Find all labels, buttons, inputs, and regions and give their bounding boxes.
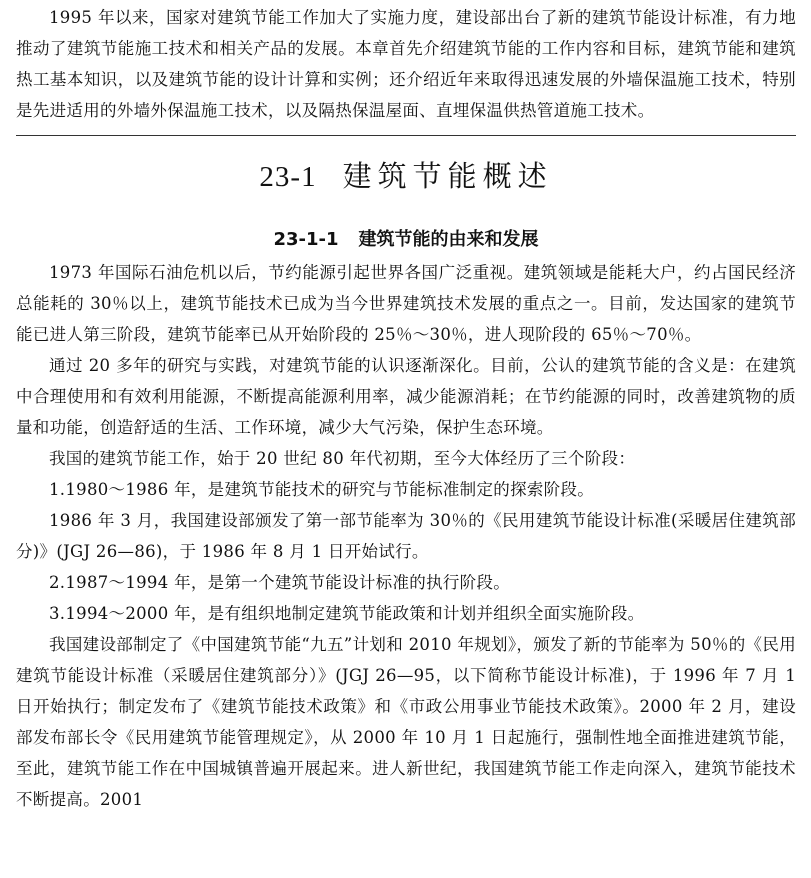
subsection-number: 23-1-1 xyxy=(273,229,339,250)
document-page xyxy=(16,0,796,878)
section-number: 23-1 xyxy=(259,161,317,193)
subsection-title: 建筑节能的由来和发展 xyxy=(358,229,539,250)
body-paragraph-3: 我国的建筑节能工作，始于 20 世纪 80 年代初期，至今大体经历了三个阶段： xyxy=(49,449,636,468)
body-paragraph-4: 1986 年 3 月，我国建设部颁发了第一部节能率为 30％的《民用建筑节能设计标准(采暖居住建筑部分)》(JGJ 26—86)，于 1986 年 8 月 1 日开始试行。 xyxy=(16,511,796,561)
intro-divider-rule xyxy=(16,135,796,136)
body-paragraph-1: 1973 年国际石油危机以后，节约能源引起世界各国广泛重视。建筑领域是能耗大户，约占国民经济总能耗的 30％以上，建筑节能技术已成为当今世界建筑技术发展的重点之一。目前，发达国家的建筑节能已进人第三阶段，建筑节能率已从开始阶段的 25％～30％，进人现阶段的 65％～70％。 xyxy=(16,263,796,344)
intro-paragraph: 1995 年以来，国家对建筑节能工作加大了实施力度，建设部出台了新的建筑节能设计标准，有力地推动了建筑节能施工技术和相关产品的发展。本章首先介绍建筑节能的工作内容和目标，建筑节能和建筑热工基本知识，以及建筑节能的设计计算和实例；还介绍近年来取得迅速发展的外墙保温施工技术，特别是先进适用的外墙外保温施工技术，以及隔热保温屋面、直埋保温供热管道施工技术。 xyxy=(16,8,796,120)
section-title: 建筑节能概述 xyxy=(342,159,553,193)
stage-item-1: 1.1980～1986 年，是建筑节能技术的研究与节能标准制定的探索阶段。 xyxy=(49,480,595,499)
stage-item-3: 3.1994～2000 年，是有组织地制定建筑节能政策和计划并组织全面实施阶段。 xyxy=(49,604,645,623)
stage-item-2: 2.1987～1994 年，是第一个建筑节能设计标准的执行阶段。 xyxy=(49,573,511,592)
subsection-heading xyxy=(16,225,796,255)
body-paragraph-5: 我国建设部制定了《中国建筑节能“九五”计划和 2010 年规划》，颁发了新的节能率为 50％的《民用建筑节能设计标准（采暖居住建筑部分）》(JGJ 26—95，以下简称节能设计标准)，于 1996 年 7 月 1 日开始执行；制定发布了《建筑节能技术政策》和《市政公用事业节能技术政策》。2000 年 2 月，建设部发布部长令《民用建筑节能管理规定》，从 2000 年 10 月 1 日起施行，强制性地全面推进建筑节能，至此，建筑节能工作在中国城镇普遍开展起来。进人新世纪，我国建筑节能工作走向深入，建筑节能技术不断提高。2001 xyxy=(16,635,796,809)
body-paragraph-2: 通过 20 多年的研究与实践，对建筑节能的认识逐渐深化。目前，公认的建筑节能的含义是：在建筑中合理使用和有效利用能源，不断提高能源利用率，减少能源消耗；在节约能源的同时，改善建筑物的质量和功能，创造舒适的生活、工作环境，减少大气污染，保护生态环境。 xyxy=(16,356,796,437)
section-heading xyxy=(16,156,796,197)
